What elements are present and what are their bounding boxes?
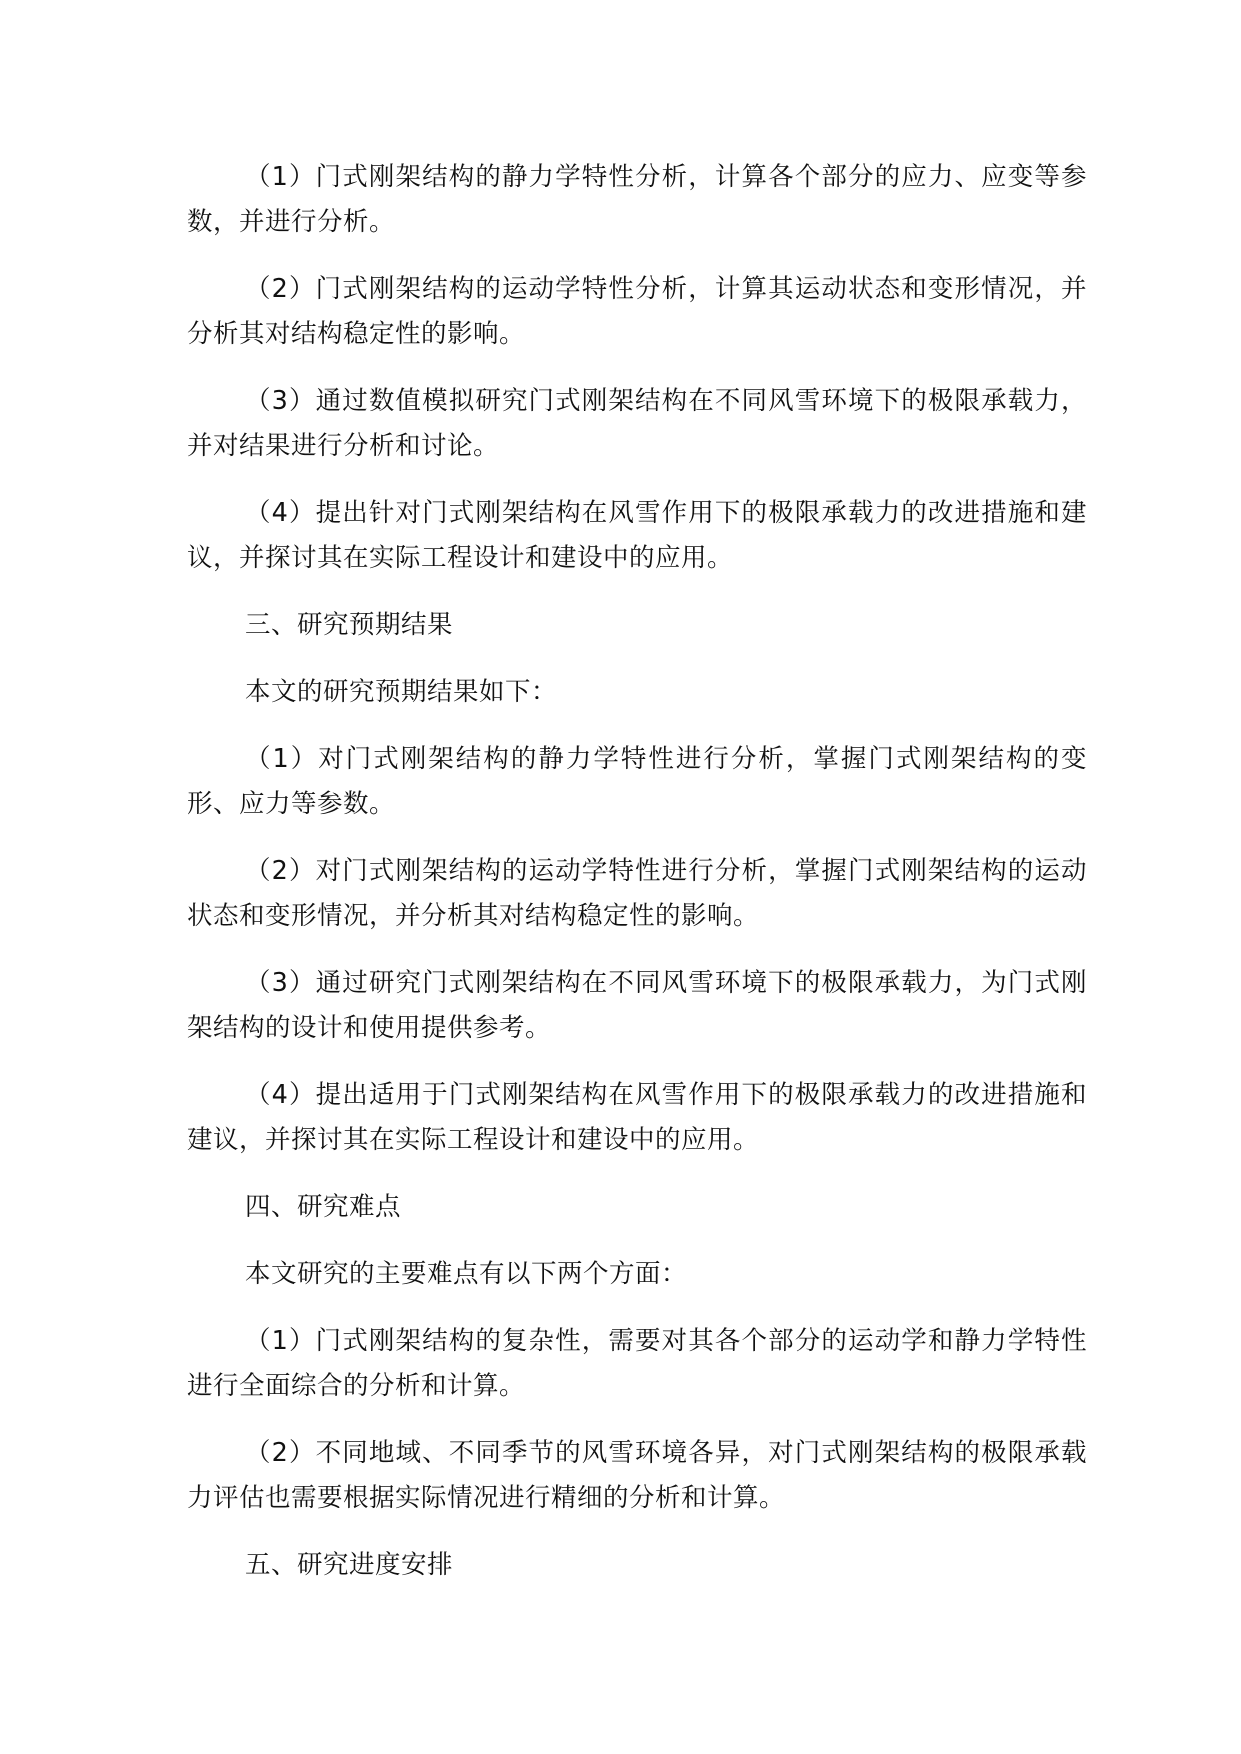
section-heading-schedule: 五、研究进度安排 [245,1550,454,1580]
paragraph-expected-result-2: （2）对门式刚架结构的运动学特性进行分析，掌握门式刚架结构的运动状态和变形情况，并分析其对结构稳定性的影响。 [187,856,1087,931]
paragraph-expected-result-1: （1）对门式刚架结构的静力学特性进行分析，掌握门式刚架结构的变形、应力等参数。 [187,744,1087,819]
paragraph-expected-results-intro: 本文的研究预期结果如下： [245,677,558,707]
paragraph-difficulty-2: （2）不同地域、不同季节的风雪环境各异，对门式刚架结构的极限承载力评估也需要根据实际情况进行精细的分析和计算。 [187,1438,1087,1513]
paragraph-research-content-3: （3）通过数值模拟研究门式刚架结构在不同风雪环境下的极限承载力，并对结果进行分析和讨论。 [187,386,1087,461]
section-heading-difficulties: 四、研究难点 [245,1192,402,1222]
paragraph-research-content-2: （2）门式刚架结构的运动学特性分析，计算其运动状态和变形情况，并分析其对结构稳定性的影响。 [187,274,1087,349]
paragraph-research-content-4: （4）提出针对门式刚架结构在风雪作用下的极限承载力的改进措施和建议，并探讨其在实际工程设计和建设中的应用。 [187,498,1087,573]
paragraph-expected-result-4: （4）提出适用于门式刚架结构在风雪作用下的极限承载力的改进措施和建议，并探讨其在实际工程设计和建设中的应用。 [187,1080,1087,1155]
paragraph-expected-result-3: （3）通过研究门式刚架结构在不同风雪环境下的极限承载力，为门式刚架结构的设计和使用提供参考。 [187,968,1087,1043]
paragraph-difficulty-1: （1）门式刚架结构的复杂性，需要对其各个部分的运动学和静力学特性进行全面综合的分析和计算。 [187,1326,1087,1401]
paragraph-difficulties-intro: 本文研究的主要难点有以下两个方面： [245,1259,688,1289]
section-heading-expected-results: 三、研究预期结果 [245,610,454,640]
document-body [187,155,1087,1610]
paragraph-research-content-1: （1）门式刚架结构的静力学特性分析，计算各个部分的应力、应变等参数，并进行分析。 [187,162,1087,237]
